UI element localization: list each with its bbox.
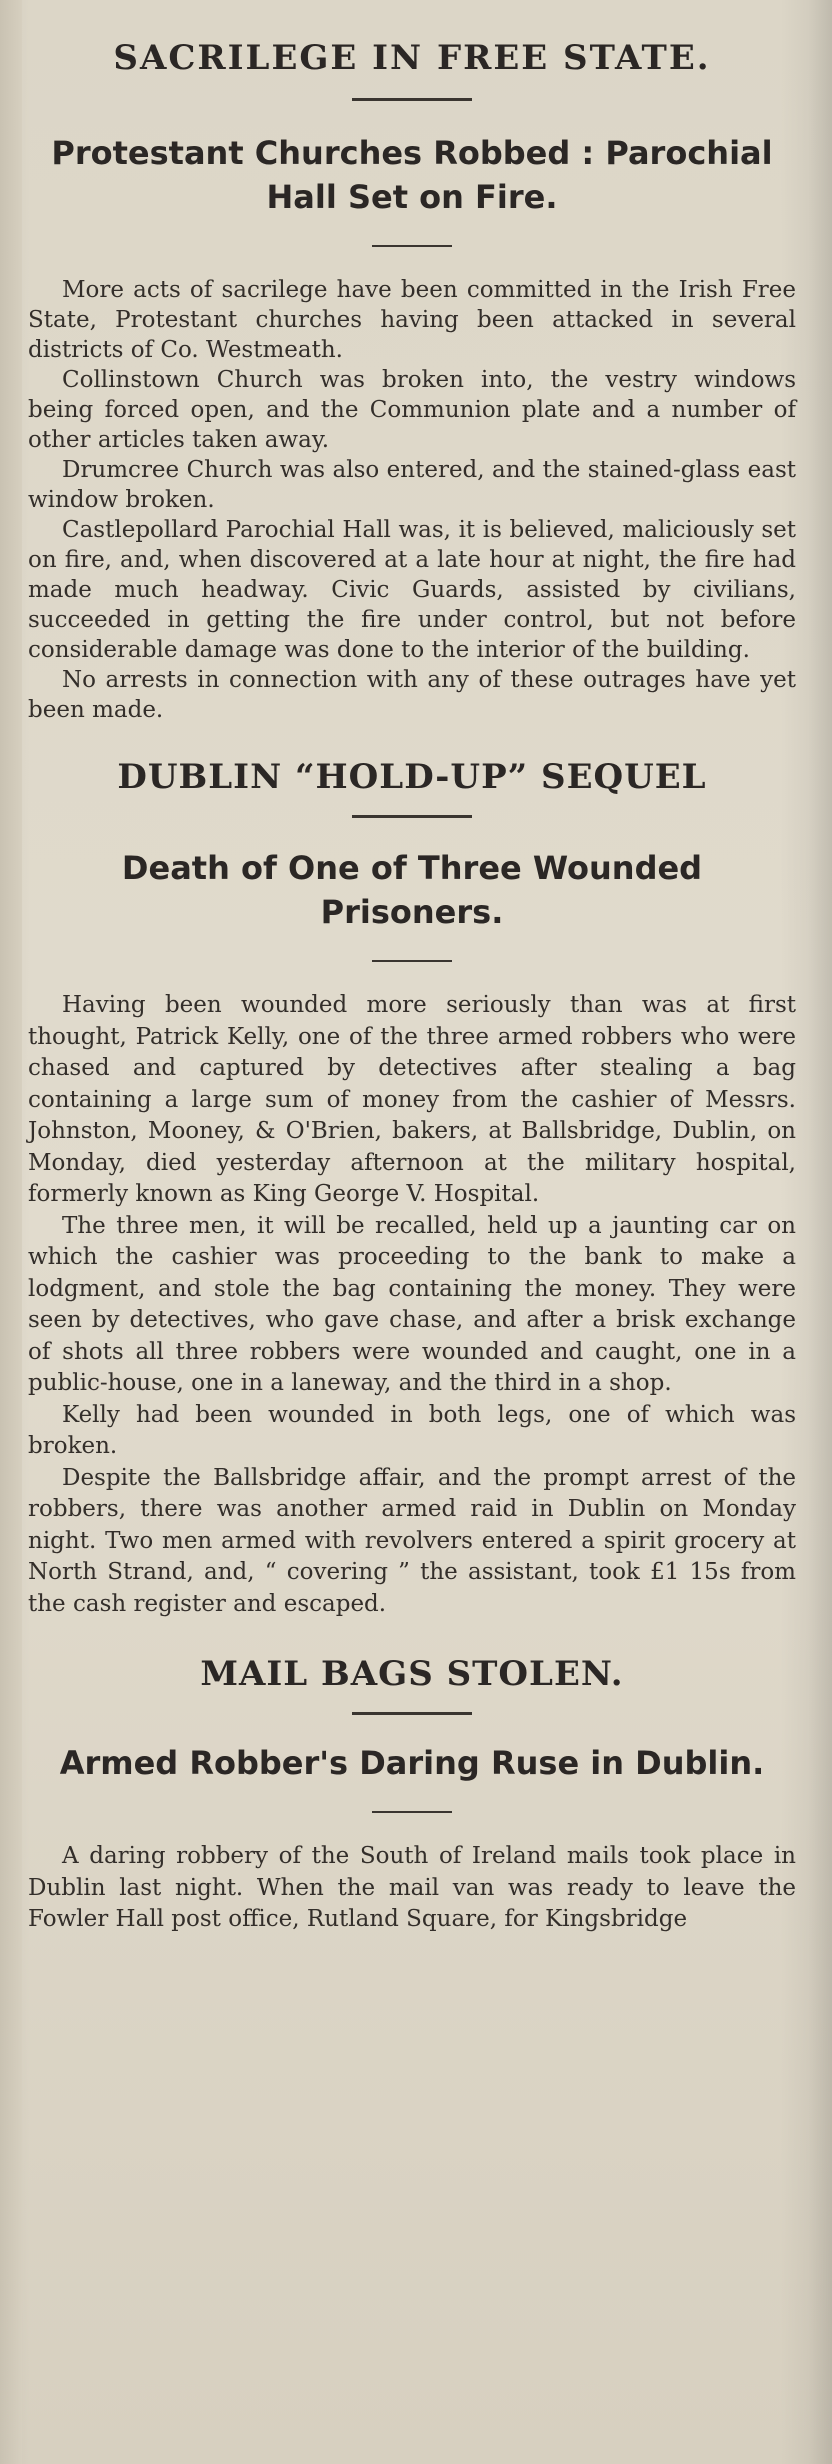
article-body	[28, 1841, 796, 1936]
paragraph: Kelly had been wounded in both legs, one of which was broken.	[28, 1401, 796, 1459]
subheadline: Armed Robber's Daring Ruse in Dublin.	[59, 1744, 765, 1782]
article-mail-bags	[28, 1654, 796, 1936]
headline-rule	[352, 98, 472, 101]
headline-rule	[352, 815, 472, 818]
paragraph: Despite the Ballsbridge affair, and the prompt arrest of the robbers, there was another armed raid in Dublin on Monday night. Two men armed with revolvers entered a spirit grocery at North Strand, and, “ covering ” the assistant, took £1 15s from the cash register and escaped.	[28, 1464, 796, 1617]
article-sacrilege	[28, 38, 796, 725]
headline: MAIL BAGS STOLEN.	[200, 1654, 624, 1694]
subheadline-rule	[372, 245, 452, 247]
subheadline: Protestant Churches Robbed : Parochial Hall Set on Fire.	[51, 134, 773, 216]
paragraph: Drumcree Church was also entered, and the stained-glass east window broken.	[28, 457, 796, 513]
paragraph: Castlepollard Parochial Hall was, it is believed, maliciously set on fire, and, when discovered at a late hour at night, the fire had made much headway. Civic Guards, assisted by civilians, succeeded in getting the fire under control, but not before considerable damage was done to the interior of the building.	[28, 517, 796, 663]
page-shadow	[808, 0, 832, 2464]
paragraph: Having been wounded more seriously than was at first thought, Patrick Kelly, one of the three armed robbers who were chased and captured by detectives after stealing a bag containing a large sum of money from the cashier of Messrs. Johnston, Mooney, & O'Brien, bakers, at Ballsbridge, Dublin, on Monday, died yesterday afternoon at the military hospital, formerly known as King George V. Hospital.	[28, 992, 796, 1207]
paragraph: A daring robbery of the South of Ireland mails took place in Dublin last night. When the mail van was ready to leave the Fowler Hall post office, Rutland Square, for Kingsbridge	[28, 1843, 796, 1932]
paragraph: More acts of sacrilege have been committed in the Irish Free State, Protestant churches having been attacked in several districts of Co. Westmeath.	[28, 277, 796, 363]
subheadline-rule	[372, 960, 452, 962]
headline: DUBLIN “HOLD-UP” SEQUEL	[117, 757, 707, 797]
paragraph: Collinstown Church was broken into, the vestry windows being forced open, and the Communion plate and a number of other articles taken away.	[28, 367, 796, 453]
headline-rule	[352, 1712, 472, 1715]
article-column	[22, 20, 802, 1936]
subheadline-rule	[372, 1811, 452, 1813]
article-body	[28, 990, 796, 1620]
headline: SACRILEGE IN FREE STATE.	[113, 38, 711, 78]
paragraph: No arrests in connection with any of these outrages have yet been made.	[28, 667, 796, 723]
article-body	[28, 275, 796, 725]
paragraph: The three men, it will be recalled, held up a jaunting car on which the cashier was proceeding to the bank to make a lodgment, and stole the bag containing the money. They were seen by detectives, who gave chase, and after a brisk exchange of shots all three robbers were wounded and caught, one in a public-house, one in a laneway, and the third in a shop.	[28, 1212, 796, 1396]
subheadline: Death of One of Three Wounded Prisoners.	[121, 849, 703, 931]
clipping-edge	[0, 0, 22, 2464]
article-dublin-holdup	[28, 757, 796, 1620]
